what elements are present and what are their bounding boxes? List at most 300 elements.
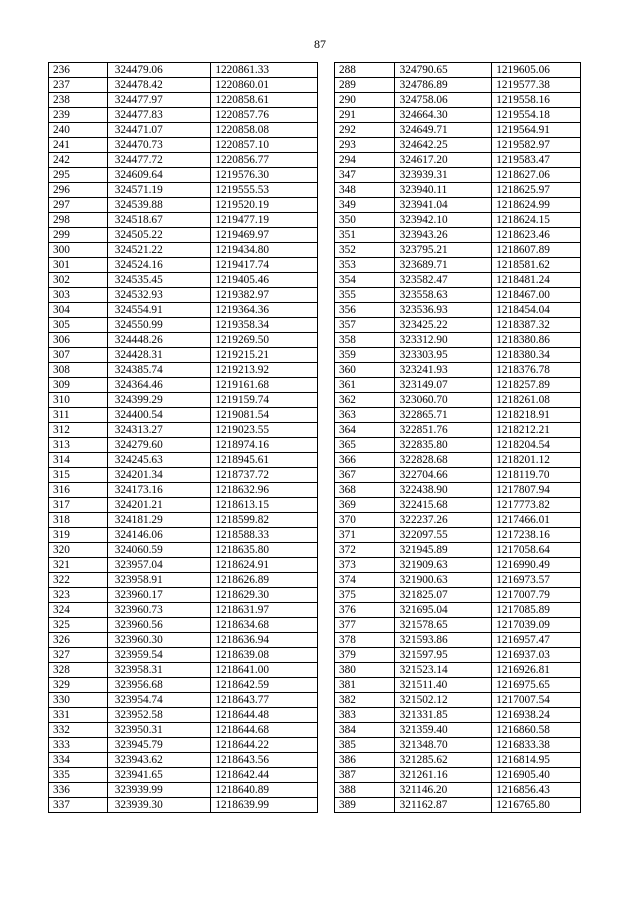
coordinates-table-right <box>334 62 581 813</box>
x-coordinate-cell: 321597.95 <box>394 648 492 663</box>
y-coordinate-cell: 1218626.89 <box>211 573 318 588</box>
table-row <box>335 483 581 498</box>
point-number-cell: 294 <box>335 153 395 168</box>
page-number: 87 <box>314 37 326 51</box>
y-coordinate-cell: 1216765.80 <box>492 798 581 813</box>
y-coordinate-cell: 1216990.49 <box>492 558 581 573</box>
table-row <box>335 303 581 318</box>
point-number-cell: 373 <box>335 558 395 573</box>
table-row <box>49 123 318 138</box>
table-row <box>335 798 581 813</box>
y-coordinate-cell: 1218644.22 <box>211 738 318 753</box>
x-coordinate-cell: 321593.86 <box>394 633 492 648</box>
point-number-cell: 354 <box>335 273 395 288</box>
x-coordinate-cell: 324521.22 <box>107 243 211 258</box>
x-coordinate-cell: 324535.45 <box>107 273 211 288</box>
table-row <box>49 423 318 438</box>
x-coordinate-cell: 321523.14 <box>394 663 492 678</box>
x-coordinate-cell: 323425.22 <box>394 318 492 333</box>
x-coordinate-cell: 324786.89 <box>394 78 492 93</box>
point-number-cell: 330 <box>49 693 108 708</box>
point-number-cell: 333 <box>49 738 108 753</box>
y-coordinate-cell: 1220857.76 <box>211 108 318 123</box>
table-row <box>335 333 581 348</box>
table-row <box>49 378 318 393</box>
point-number-cell: 368 <box>335 483 395 498</box>
x-coordinate-cell: 324428.31 <box>107 348 211 363</box>
point-number-cell: 322 <box>49 573 108 588</box>
point-number-cell: 376 <box>335 603 395 618</box>
point-number-cell: 308 <box>49 363 108 378</box>
x-coordinate-cell: 321502.12 <box>394 693 492 708</box>
y-coordinate-cell: 1219555.53 <box>211 183 318 198</box>
table-row <box>335 168 581 183</box>
point-number-cell: 375 <box>335 588 395 603</box>
y-coordinate-cell: 1218613.15 <box>211 498 318 513</box>
x-coordinate-cell: 321578.65 <box>394 618 492 633</box>
point-number-cell: 298 <box>49 213 108 228</box>
point-number-cell: 336 <box>49 783 108 798</box>
point-number-cell: 378 <box>335 633 395 648</box>
table-row <box>49 618 318 633</box>
point-number-cell: 351 <box>335 228 395 243</box>
table-row <box>49 273 318 288</box>
table-row <box>335 603 581 618</box>
table-row <box>49 108 318 123</box>
x-coordinate-cell: 323958.31 <box>107 663 211 678</box>
y-coordinate-cell: 1219364.36 <box>211 303 318 318</box>
x-coordinate-cell: 324146.06 <box>107 528 211 543</box>
y-coordinate-cell: 1220860.01 <box>211 78 318 93</box>
table-row <box>49 543 318 558</box>
x-coordinate-cell: 323941.65 <box>107 768 211 783</box>
y-coordinate-cell: 1219434.80 <box>211 243 318 258</box>
x-coordinate-cell: 324477.83 <box>107 108 211 123</box>
point-number-cell: 290 <box>335 93 395 108</box>
x-coordinate-cell: 324518.67 <box>107 213 211 228</box>
y-coordinate-cell: 1218636.94 <box>211 633 318 648</box>
x-coordinate-cell: 323689.71 <box>394 258 492 273</box>
x-coordinate-cell: 324448.26 <box>107 333 211 348</box>
x-coordinate-cell: 324642.25 <box>394 138 492 153</box>
point-number-cell: 292 <box>335 123 395 138</box>
y-coordinate-cell: 1220856.77 <box>211 153 318 168</box>
x-coordinate-cell: 322828.68 <box>394 453 492 468</box>
x-coordinate-cell: 323941.04 <box>394 198 492 213</box>
point-number-cell: 320 <box>49 543 108 558</box>
point-number-cell: 379 <box>335 648 395 663</box>
point-number-cell: 337 <box>49 798 108 813</box>
table-row <box>49 138 318 153</box>
table-row <box>49 183 318 198</box>
x-coordinate-cell: 323950.31 <box>107 723 211 738</box>
point-number-cell: 362 <box>335 393 395 408</box>
point-number-cell: 321 <box>49 558 108 573</box>
y-coordinate-cell: 1216975.65 <box>492 678 581 693</box>
point-number-cell: 315 <box>49 468 108 483</box>
table-row <box>335 498 581 513</box>
x-coordinate-cell: 323149.07 <box>394 378 492 393</box>
y-coordinate-cell: 1219405.46 <box>211 273 318 288</box>
y-coordinate-cell: 1217039.09 <box>492 618 581 633</box>
x-coordinate-cell: 323945.79 <box>107 738 211 753</box>
point-number-cell: 361 <box>335 378 395 393</box>
point-number-cell: 380 <box>335 663 395 678</box>
y-coordinate-cell: 1217007.54 <box>492 693 581 708</box>
point-number-cell: 360 <box>335 363 395 378</box>
y-coordinate-cell: 1216814.95 <box>492 753 581 768</box>
y-coordinate-cell: 1219358.34 <box>211 318 318 333</box>
table-row <box>335 378 581 393</box>
table-row <box>335 198 581 213</box>
point-number-cell: 297 <box>49 198 108 213</box>
x-coordinate-cell: 322415.68 <box>394 498 492 513</box>
y-coordinate-cell: 1218974.16 <box>211 438 318 453</box>
point-number-cell: 240 <box>49 123 108 138</box>
point-number-cell: 324 <box>49 603 108 618</box>
table-row <box>49 483 318 498</box>
table-row <box>49 633 318 648</box>
x-coordinate-cell: 324173.16 <box>107 483 211 498</box>
x-coordinate-cell: 323959.54 <box>107 648 211 663</box>
table-row <box>335 288 581 303</box>
y-coordinate-cell: 1218204.54 <box>492 438 581 453</box>
y-coordinate-cell: 1217085.89 <box>492 603 581 618</box>
y-coordinate-cell: 1219269.50 <box>211 333 318 348</box>
table-row <box>49 663 318 678</box>
point-number-cell: 356 <box>335 303 395 318</box>
x-coordinate-cell: 321695.04 <box>394 603 492 618</box>
point-number-cell: 369 <box>335 498 395 513</box>
x-coordinate-cell: 324471.07 <box>107 123 211 138</box>
x-coordinate-cell: 322851.76 <box>394 423 492 438</box>
point-number-cell: 314 <box>49 453 108 468</box>
x-coordinate-cell: 324479.06 <box>107 63 211 78</box>
y-coordinate-cell: 1220861.33 <box>211 63 318 78</box>
table-row <box>49 708 318 723</box>
x-coordinate-cell: 323241.93 <box>394 363 492 378</box>
x-coordinate-cell: 323558.63 <box>394 288 492 303</box>
y-coordinate-cell: 1219382.97 <box>211 288 318 303</box>
y-coordinate-cell: 1218387.32 <box>492 318 581 333</box>
table-row <box>335 738 581 753</box>
x-coordinate-cell: 323940.11 <box>394 183 492 198</box>
table-row <box>335 213 581 228</box>
table-row <box>49 228 318 243</box>
x-coordinate-cell: 321825.07 <box>394 588 492 603</box>
table-row <box>335 423 581 438</box>
x-coordinate-cell: 324609.64 <box>107 168 211 183</box>
table-row <box>49 588 318 603</box>
table-row <box>335 648 581 663</box>
point-number-cell: 329 <box>49 678 108 693</box>
y-coordinate-cell: 1219576.30 <box>211 168 318 183</box>
table-row <box>49 798 318 813</box>
point-number-cell: 238 <box>49 93 108 108</box>
table-row <box>335 183 581 198</box>
y-coordinate-cell: 1219159.74 <box>211 393 318 408</box>
table-row <box>335 438 581 453</box>
table-row <box>335 93 581 108</box>
y-coordinate-cell: 1216938.24 <box>492 708 581 723</box>
table-row <box>49 78 318 93</box>
point-number-cell: 355 <box>335 288 395 303</box>
table-row <box>49 738 318 753</box>
coordinates-tables <box>48 62 581 813</box>
x-coordinate-cell: 324399.29 <box>107 393 211 408</box>
x-coordinate-cell: 322704.66 <box>394 468 492 483</box>
point-number-cell: 237 <box>49 78 108 93</box>
point-number-cell: 387 <box>335 768 395 783</box>
point-number-cell: 382 <box>335 693 395 708</box>
y-coordinate-cell: 1218632.96 <box>211 483 318 498</box>
point-number-cell: 239 <box>49 108 108 123</box>
y-coordinate-cell: 1218623.46 <box>492 228 581 243</box>
x-coordinate-cell: 323942.10 <box>394 213 492 228</box>
y-coordinate-cell: 1219605.06 <box>492 63 581 78</box>
x-coordinate-cell: 321331.85 <box>394 708 492 723</box>
point-number-cell: 357 <box>335 318 395 333</box>
table-row <box>49 303 318 318</box>
point-number-cell: 301 <box>49 258 108 273</box>
y-coordinate-cell: 1216860.58 <box>492 723 581 738</box>
table-row <box>335 573 581 588</box>
x-coordinate-cell: 324400.54 <box>107 408 211 423</box>
x-coordinate-cell: 323957.04 <box>107 558 211 573</box>
table-row <box>49 528 318 543</box>
y-coordinate-cell: 1219215.21 <box>211 348 318 363</box>
x-coordinate-cell: 324478.42 <box>107 78 211 93</box>
table-row <box>49 648 318 663</box>
point-number-cell: 289 <box>335 78 395 93</box>
x-coordinate-cell: 323958.91 <box>107 573 211 588</box>
point-number-cell: 366 <box>335 453 395 468</box>
x-coordinate-cell: 324477.72 <box>107 153 211 168</box>
table-row <box>335 393 581 408</box>
x-coordinate-cell: 323939.99 <box>107 783 211 798</box>
point-number-cell: 372 <box>335 543 395 558</box>
x-coordinate-cell: 323795.21 <box>394 243 492 258</box>
point-number-cell: 388 <box>335 783 395 798</box>
table-row <box>335 678 581 693</box>
point-number-cell: 371 <box>335 528 395 543</box>
point-number-cell: 367 <box>335 468 395 483</box>
point-number-cell: 374 <box>335 573 395 588</box>
point-number-cell: 385 <box>335 738 395 753</box>
x-coordinate-cell: 323960.30 <box>107 633 211 648</box>
y-coordinate-cell: 1216856.43 <box>492 783 581 798</box>
y-coordinate-cell: 1218201.12 <box>492 453 581 468</box>
y-coordinate-cell: 1218376.78 <box>492 363 581 378</box>
y-coordinate-cell: 1219577.38 <box>492 78 581 93</box>
table-row <box>335 708 581 723</box>
y-coordinate-cell: 1219558.16 <box>492 93 581 108</box>
point-number-cell: 359 <box>335 348 395 363</box>
y-coordinate-cell: 1218454.04 <box>492 303 581 318</box>
table-row <box>335 243 581 258</box>
y-coordinate-cell: 1219582.97 <box>492 138 581 153</box>
point-number-cell: 241 <box>49 138 108 153</box>
point-number-cell: 323 <box>49 588 108 603</box>
y-coordinate-cell: 1218261.08 <box>492 393 581 408</box>
table-row <box>335 723 581 738</box>
table-row <box>49 603 318 618</box>
table-row <box>335 528 581 543</box>
table-row <box>335 663 581 678</box>
y-coordinate-cell: 1217466.01 <box>492 513 581 528</box>
x-coordinate-cell: 324313.27 <box>107 423 211 438</box>
x-coordinate-cell: 323060.70 <box>394 393 492 408</box>
point-number-cell: 327 <box>49 648 108 663</box>
table-row <box>335 618 581 633</box>
y-coordinate-cell: 1218588.33 <box>211 528 318 543</box>
y-coordinate-cell: 1218641.00 <box>211 663 318 678</box>
x-coordinate-cell: 323954.74 <box>107 693 211 708</box>
y-coordinate-cell: 1218119.70 <box>492 468 581 483</box>
table-row <box>49 678 318 693</box>
y-coordinate-cell: 1218467.00 <box>492 288 581 303</box>
x-coordinate-cell: 324279.60 <box>107 438 211 453</box>
table-row <box>49 723 318 738</box>
point-number-cell: 335 <box>49 768 108 783</box>
table-row <box>49 408 318 423</box>
point-number-cell: 293 <box>335 138 395 153</box>
point-number-cell: 291 <box>335 108 395 123</box>
y-coordinate-cell: 1218642.59 <box>211 678 318 693</box>
table-row <box>49 693 318 708</box>
table-row <box>49 168 318 183</box>
point-number-cell: 350 <box>335 213 395 228</box>
y-coordinate-cell: 1218644.68 <box>211 723 318 738</box>
point-number-cell: 317 <box>49 498 108 513</box>
table-row <box>335 543 581 558</box>
y-coordinate-cell: 1218627.06 <box>492 168 581 183</box>
point-number-cell: 319 <box>49 528 108 543</box>
x-coordinate-cell: 324245.63 <box>107 453 211 468</box>
x-coordinate-cell: 324664.30 <box>394 108 492 123</box>
y-coordinate-cell: 1217238.16 <box>492 528 581 543</box>
point-number-cell: 381 <box>335 678 395 693</box>
y-coordinate-cell: 1218380.86 <box>492 333 581 348</box>
table-row <box>49 318 318 333</box>
table-row <box>49 393 318 408</box>
coordinates-table-left-body <box>49 63 318 813</box>
table-row <box>335 783 581 798</box>
point-number-cell: 310 <box>49 393 108 408</box>
point-number-cell: 364 <box>335 423 395 438</box>
table-row <box>49 468 318 483</box>
point-number-cell: 305 <box>49 318 108 333</box>
x-coordinate-cell: 321348.70 <box>394 738 492 753</box>
y-coordinate-cell: 1219554.18 <box>492 108 581 123</box>
y-coordinate-cell: 1218624.15 <box>492 213 581 228</box>
x-coordinate-cell: 324617.20 <box>394 153 492 168</box>
x-coordinate-cell: 321945.89 <box>394 543 492 558</box>
table-row <box>335 468 581 483</box>
x-coordinate-cell: 322097.55 <box>394 528 492 543</box>
x-coordinate-cell: 324649.71 <box>394 123 492 138</box>
x-coordinate-cell: 324201.21 <box>107 498 211 513</box>
point-number-cell: 386 <box>335 753 395 768</box>
x-coordinate-cell: 324532.93 <box>107 288 211 303</box>
y-coordinate-cell: 1218642.44 <box>211 768 318 783</box>
y-coordinate-cell: 1220858.61 <box>211 93 318 108</box>
x-coordinate-cell: 324790.65 <box>394 63 492 78</box>
point-number-cell: 236 <box>49 63 108 78</box>
table-row <box>335 513 581 528</box>
point-number-cell: 302 <box>49 273 108 288</box>
y-coordinate-cell: 1218624.99 <box>492 198 581 213</box>
point-number-cell: 299 <box>49 228 108 243</box>
y-coordinate-cell: 1218643.56 <box>211 753 318 768</box>
table-row <box>49 363 318 378</box>
point-number-cell: 288 <box>335 63 395 78</box>
y-coordinate-cell: 1220858.08 <box>211 123 318 138</box>
point-number-cell: 331 <box>49 708 108 723</box>
y-coordinate-cell: 1216926.81 <box>492 663 581 678</box>
table-row <box>335 348 581 363</box>
point-number-cell: 312 <box>49 423 108 438</box>
x-coordinate-cell: 324060.59 <box>107 543 211 558</box>
y-coordinate-cell: 1217007.79 <box>492 588 581 603</box>
y-coordinate-cell: 1218257.89 <box>492 378 581 393</box>
x-coordinate-cell: 321511.40 <box>394 678 492 693</box>
table-row <box>49 243 318 258</box>
table-row <box>49 513 318 528</box>
x-coordinate-cell: 321261.16 <box>394 768 492 783</box>
x-coordinate-cell: 324477.97 <box>107 93 211 108</box>
y-coordinate-cell: 1217058.64 <box>492 543 581 558</box>
y-coordinate-cell: 1218639.08 <box>211 648 318 663</box>
x-coordinate-cell: 323952.58 <box>107 708 211 723</box>
x-coordinate-cell: 324181.29 <box>107 513 211 528</box>
x-coordinate-cell: 324470.73 <box>107 138 211 153</box>
table-row <box>49 198 318 213</box>
point-number-cell: 242 <box>49 153 108 168</box>
point-number-cell: 384 <box>335 723 395 738</box>
point-number-cell: 332 <box>49 723 108 738</box>
y-coordinate-cell: 1218629.30 <box>211 588 318 603</box>
table-row <box>49 213 318 228</box>
y-coordinate-cell: 1218640.89 <box>211 783 318 798</box>
table-row <box>49 288 318 303</box>
table-row <box>335 768 581 783</box>
y-coordinate-cell: 1219417.74 <box>211 258 318 273</box>
x-coordinate-cell: 324539.88 <box>107 198 211 213</box>
table-row <box>335 753 581 768</box>
table-row <box>335 138 581 153</box>
point-number-cell: 326 <box>49 633 108 648</box>
coordinates-table-left <box>48 62 318 813</box>
x-coordinate-cell: 321146.20 <box>394 783 492 798</box>
point-number-cell: 365 <box>335 438 395 453</box>
x-coordinate-cell: 323960.56 <box>107 618 211 633</box>
y-coordinate-cell: 1219213.92 <box>211 363 318 378</box>
x-coordinate-cell: 323939.31 <box>394 168 492 183</box>
x-coordinate-cell: 322438.90 <box>394 483 492 498</box>
table-row <box>335 228 581 243</box>
x-coordinate-cell: 323956.68 <box>107 678 211 693</box>
table-row <box>335 258 581 273</box>
table-row <box>335 123 581 138</box>
x-coordinate-cell: 323960.17 <box>107 588 211 603</box>
y-coordinate-cell: 1218643.77 <box>211 693 318 708</box>
x-coordinate-cell: 324385.74 <box>107 363 211 378</box>
point-number-cell: 363 <box>335 408 395 423</box>
x-coordinate-cell: 324571.19 <box>107 183 211 198</box>
y-coordinate-cell: 1218737.72 <box>211 468 318 483</box>
table-row <box>335 558 581 573</box>
